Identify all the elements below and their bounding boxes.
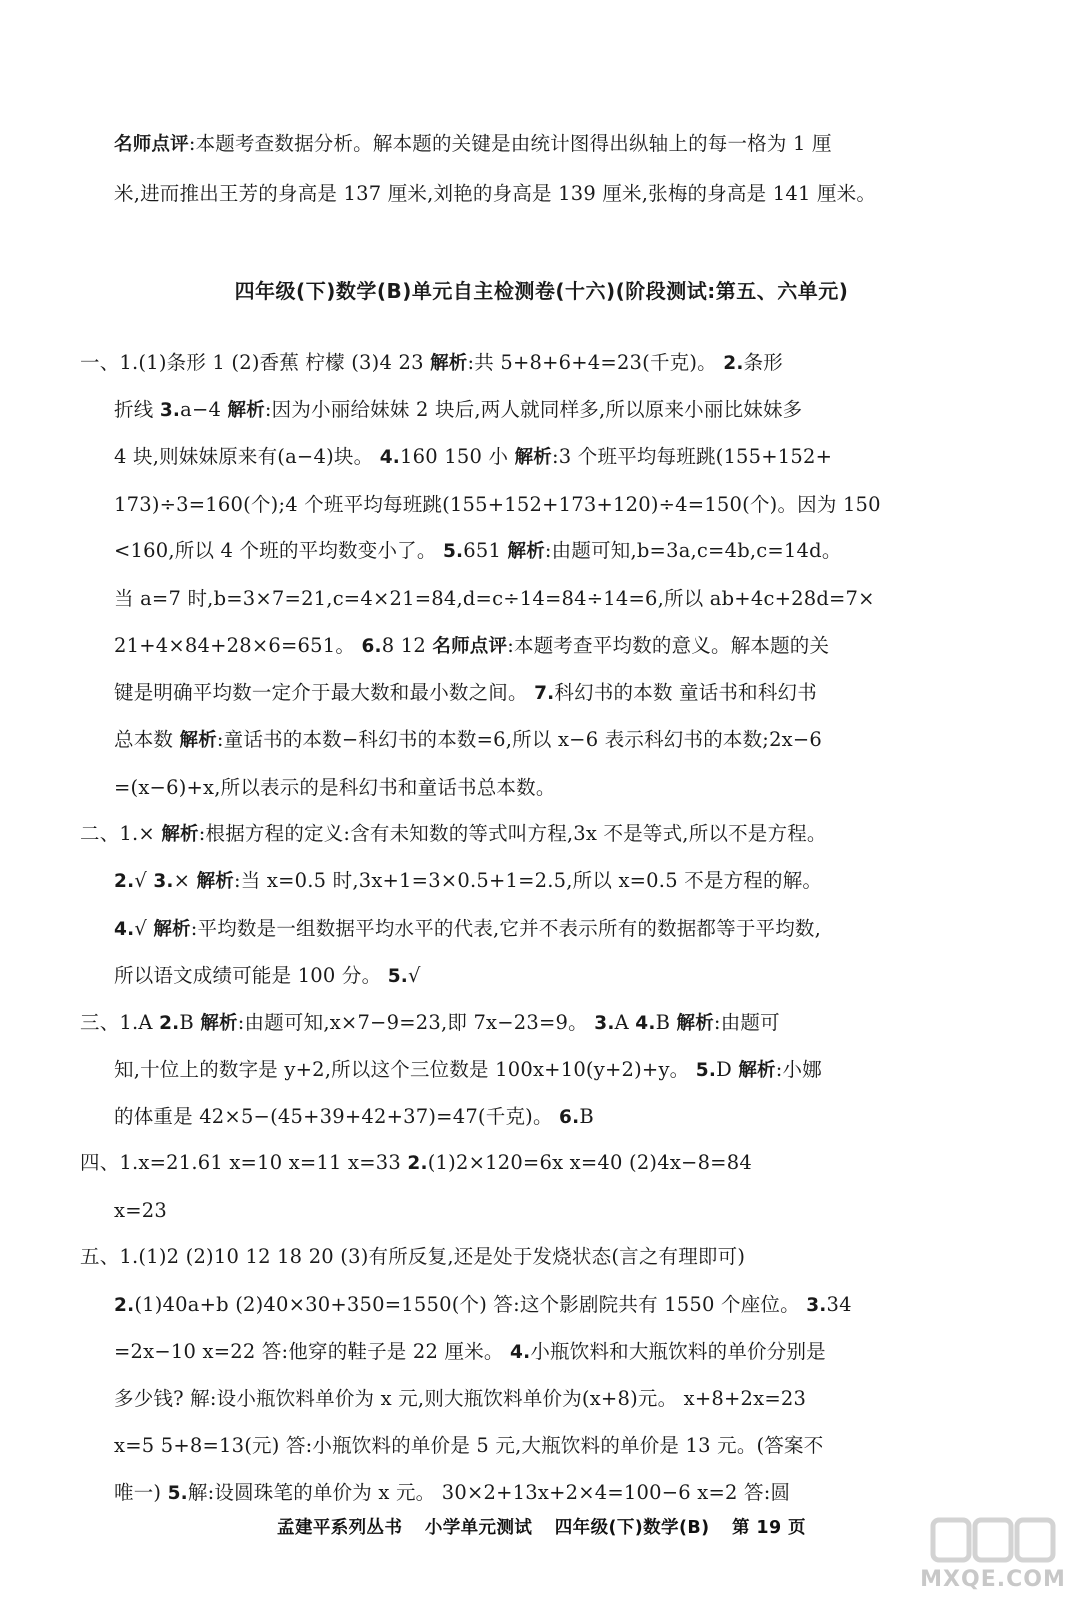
bold-marker: 4. [635,1013,656,1034]
answer-text: 二、1.× [80,822,162,845]
footer-subject: 四年级(下)数学(B) [554,1518,710,1538]
answer-line [80,1241,745,1273]
answer-text: 解:设圆珠笔的单价为 x 元。 30×2+13x+2×4=100−6 x=2 答:圆 [187,1481,791,1504]
answer-text: :由题可知,x×7−9=23,即 7x−23=9。 [237,1011,595,1034]
answer-text: 三、1.A [80,1011,160,1034]
answer-text: √ [408,964,421,987]
answer-text: :因为小丽给妹妹 2 块后,两人就同样多,所以原来小丽比妹妹多 [264,398,803,421]
bold-marker: 3. [153,871,174,892]
watermark-logo [913,1512,1073,1592]
answer-text: 五、1.(1)2 (2)10 12 18 20 (3)有所反复,还是处于发烧状态(言之有理即可) [80,1245,746,1268]
answer-text: :平均数是一组数据平均水平的代表,它并不表示所有的数据都等于平均数, [190,917,822,940]
answer-line [114,441,832,474]
answer-text: 知,十位上的数字是 y+2,所以这个三位数是 100x+10(y+2)+y。 [114,1058,696,1081]
bold-marker: 5. [695,1060,717,1081]
answer-line [114,1383,806,1415]
bold-marker: 2. [723,353,744,374]
answer-text: × [173,869,197,892]
answer-text: (1)2×120=6x x=40 (2)4x−8=84 [427,1151,752,1174]
bold-marker: 6. [361,636,382,657]
answer-line [114,677,817,710]
answer-text: 的体重是 42×5−(45+39+42+37)=47(千克)。 [114,1105,560,1128]
answer-text: :小娜 [775,1058,822,1081]
answer-line [114,535,842,568]
answer-line [80,818,827,851]
answer-text: √ [134,869,154,892]
bold-marker: 4. [510,1342,531,1363]
answer-text: 34 [826,1293,852,1316]
bold-marker: 5. [167,1483,188,1504]
answer-text: =2x−10 x=22 答:他穿的鞋子是 22 厘米。 [114,1340,511,1363]
answer-text: 所以语文成绩可能是 100 分。 [114,964,388,987]
answer-text: <160,所以 4 个班的平均数变小了。 [114,539,443,562]
bold-marker: 2. [114,1295,135,1316]
answer-line [80,347,783,380]
answer-text: 多少钱? 解:设小瓶饮料单价为 x 元,则大瓶饮料单价为(x+8)元。 x+8+2x=23 [114,1387,807,1410]
answer-text: :3 个班平均每班跳(155+152+ [551,445,833,468]
answer-text: 条形 [743,351,783,374]
answer-text: 键是明确平均数一定介于最大数和最小数之间。 [114,681,535,704]
bold-marker: 解析 [507,541,545,562]
answer-line [114,1477,790,1510]
answer-text: 651 [463,539,508,562]
bold-marker: 6. [559,1107,580,1128]
answer-text: :由题可 [713,1011,780,1034]
answer-line [114,1289,852,1322]
bold-marker: 2. [407,1153,428,1174]
bold-marker: 解析 [179,730,217,751]
watermark-icon [913,1512,1073,1572]
intro-text-1: :本题考查数据分析。解本题的关键是由统计图得出纵轴上的每一格为 1 厘 [188,132,832,155]
answer-text: 160 150 小 [400,445,515,468]
bold-marker: 4. [114,919,135,940]
answer-text: √ [134,917,154,940]
bold-marker: 4. [379,447,401,468]
answer-text: 小瓶饮料和大瓶饮料的单价分别是 [530,1340,826,1363]
answer-text: (1)40a+b (2)40×30+350=1550(个) 答:这个影剧院共有 1550 个座位。 [134,1293,807,1316]
answer-text: a−4 [180,398,228,421]
answer-text: 一、1.(1)条形 1 (2)香蕉 柠檬 (3)4 23 [80,351,431,374]
answer-line [114,1336,826,1369]
answer-text: 8 12 [381,634,433,657]
intro-label: 名师点评 [114,134,189,155]
bold-marker: 名师点评 [432,636,508,657]
answer-text: :由题可知,b=3a,c=4b,c=14d。 [544,539,842,562]
answer-line [80,1007,780,1040]
bold-marker: 解析 [676,1013,714,1034]
intro-line-1 [114,128,832,161]
answer-line [114,960,421,993]
bold-marker: 解析 [227,400,265,421]
bold-marker: 解析 [196,871,234,892]
answer-text: :本题考查平均数的意义。解本题的关 [507,634,830,657]
answer-text: B [179,1011,201,1034]
answer-text: D [716,1058,739,1081]
answer-line [80,1147,752,1180]
answer-text: =(x−6)+x,所以表示的是科幻书和童话书总本数。 [114,776,556,799]
bold-marker: 解析 [161,824,199,845]
answer-text: :当 x=0.5 时,3x+1=3×0.5+1=2.5,所以 x=0.5 不是方程的解。 [234,869,823,892]
answer-line [114,913,821,946]
answer-text: 21+4×84+28×6=651。 [114,634,362,657]
answer-text: 四、1.x=21.61 x=10 x=11 x=33 [80,1151,408,1174]
answer-line [114,772,556,804]
footer-book: 小学单元测试 [424,1518,533,1538]
answer-text: 唯一) [114,1481,168,1504]
footer-page-number: 第 19 页 [732,1518,806,1538]
answer-line [114,724,822,757]
bold-marker: 解析 [514,447,552,468]
answer-text: 总本数 [114,728,180,751]
bold-marker: 3. [159,400,181,421]
answer-line [114,865,822,898]
answer-text: 科幻书的本数 童话书和科幻书 [554,681,817,704]
answer-text: x=5 5+8=13(元) 答:小瓶饮料的单价是 5 元,大瓶饮料的单价是 13 元。(答案不 [114,1434,824,1457]
answer-text: 4 块,则妹妹原来有(a−4)块。 [114,445,380,468]
bold-marker: 解析 [153,919,191,940]
answer-line [114,1054,822,1087]
answer-text: x=23 [114,1199,167,1222]
watermark-text: MXQE.COM [920,1567,1066,1592]
bold-marker: 5. [442,541,464,562]
page-title: 四年级(下)数学(B)单元自主检测卷(十六)(阶段测试:第五、六单元) [234,279,849,303]
answer-text: B [579,1105,594,1128]
answer-line [114,489,881,521]
bold-marker: 3. [806,1295,827,1316]
bold-marker: 5. [387,966,409,987]
bold-marker: 解析 [738,1060,776,1081]
bold-marker: 3. [594,1013,615,1034]
answer-text: :童话书的本数−科幻书的本数=6,所以 x−6 表示科幻书的本数;2x−6 [216,728,823,751]
bold-marker: 2. [159,1013,180,1034]
answer-text: 当 a=7 时,b=3×7=21,c=4×21=84,d=c÷14=84÷14=6,所以 ab+4c+28d=7× [114,587,875,610]
answer-text: :根据方程的定义:含有未知数的等式叫方程,3x 不是等式,所以不是方程。 [198,822,827,845]
answer-text: A [614,1011,636,1034]
intro-line-2: 米,进而推出王芳的身高是 137 厘米,刘艳的身高是 139 厘米,张梅的身高是 141 厘米。 [114,182,877,205]
answer-text: 折线 [114,398,160,421]
answer-line [114,1195,167,1227]
answer-line [114,394,802,427]
answer-line [114,1101,594,1134]
answer-line [114,583,875,615]
answer-line [114,630,829,663]
bold-marker: 解析 [430,353,468,374]
answer-line [114,1430,823,1462]
answer-text: :共 5+8+6+4=23(千克)。 [467,351,724,374]
bold-marker: 2. [114,871,135,892]
bold-marker: 解析 [200,1013,238,1034]
bold-marker: 7. [534,683,555,704]
footer-series: 孟建平系列丛书 [277,1518,403,1538]
answer-text: 173)÷3=160(个);4 个班平均每班跳(155+152+173+120)÷4=150(个)。因为 150 [114,493,881,516]
answer-text: B [655,1011,677,1034]
